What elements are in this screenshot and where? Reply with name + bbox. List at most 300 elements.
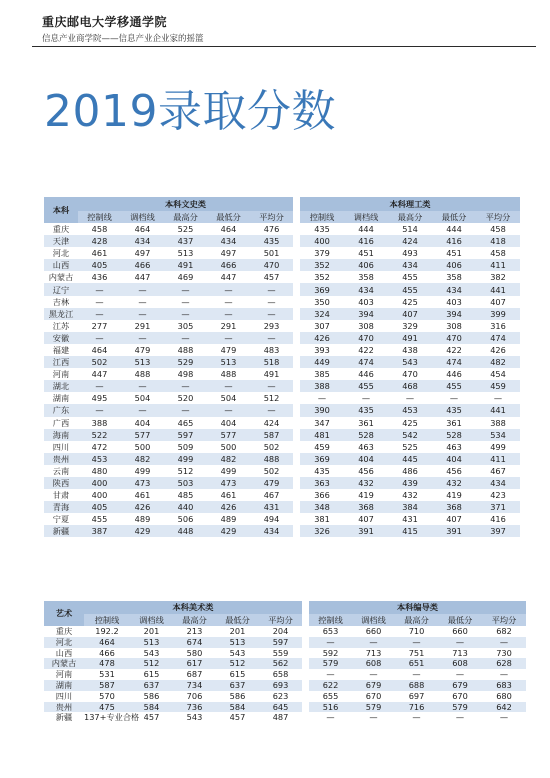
- score-cell: 504: [134, 393, 151, 404]
- score-cell: 499: [220, 465, 237, 476]
- score-cell: 461: [134, 490, 151, 501]
- score-cell: 444: [446, 224, 462, 235]
- score-cell: 670: [365, 690, 382, 701]
- score-cell: 658: [272, 669, 289, 680]
- score-cell: 453: [78, 453, 121, 465]
- column-header: 控制线: [78, 211, 121, 223]
- score-cell: 435: [250, 235, 293, 247]
- score-cell: —: [78, 283, 121, 295]
- score-cell: 710: [408, 626, 425, 636]
- table-row: [44, 247, 520, 259]
- score-cell: 476: [263, 224, 280, 235]
- table-row: [44, 308, 520, 320]
- group-gap: [293, 271, 300, 283]
- score-cell: —: [326, 669, 335, 680]
- score-cell: 502: [78, 356, 121, 368]
- score-cell: 407: [446, 514, 462, 525]
- group-gap: [293, 501, 300, 513]
- table-row: [44, 669, 526, 680]
- score-cell: 623: [272, 690, 289, 701]
- score-cell: 491: [164, 259, 207, 271]
- score-cell: —: [121, 308, 164, 320]
- score-cell: 543: [229, 647, 246, 658]
- score-cell: —: [449, 393, 459, 404]
- table-row: [44, 271, 520, 283]
- score-cell: —: [369, 712, 378, 723]
- score-cell: 405: [78, 259, 121, 271]
- table-row: [44, 680, 526, 691]
- score-cell: 642: [482, 702, 526, 713]
- score-cell: 500: [134, 441, 151, 452]
- score-cell: 499: [490, 441, 506, 452]
- province-cell: 广东: [44, 404, 78, 416]
- score-cell: —: [395, 637, 438, 648]
- score-cell: 693: [259, 680, 302, 691]
- score-cell: 479: [250, 477, 293, 489]
- score-cell: 201: [143, 626, 160, 636]
- score-cell: 416: [432, 235, 476, 247]
- province-cell: 江西: [44, 356, 78, 368]
- group-gap: [293, 247, 300, 259]
- score-cell: 435: [314, 465, 330, 476]
- score-cell: 455: [91, 514, 108, 525]
- score-cell: 579: [438, 702, 482, 713]
- score-cell: 488: [250, 453, 293, 465]
- score-cell: 347: [314, 417, 330, 428]
- score-cell: 470: [250, 259, 293, 271]
- score-cell: —: [438, 637, 482, 648]
- group-gap: [293, 453, 300, 465]
- score-cell: 470: [402, 369, 418, 380]
- table-row: [44, 320, 520, 332]
- score-cell: 434: [121, 235, 164, 247]
- score-cell: 488: [220, 369, 237, 380]
- score-cell: 474: [432, 356, 476, 368]
- score-cell: 432: [402, 490, 418, 501]
- score-cell: 543: [388, 356, 432, 368]
- province-cell: 宁夏: [52, 514, 70, 525]
- score-cell: 584: [216, 702, 259, 713]
- table-row: [44, 380, 520, 392]
- score-cell: 213: [186, 626, 203, 636]
- score-cell: 528: [432, 429, 476, 441]
- score-cell: 192.2: [95, 626, 119, 636]
- score-cell: 204: [272, 626, 289, 636]
- score-cell: 326: [300, 525, 344, 537]
- score-cell: 388: [300, 380, 344, 392]
- table-row: [44, 626, 526, 637]
- score-cell: 382: [490, 272, 506, 283]
- province-cell: 河南: [52, 369, 70, 380]
- score-cell: 438: [402, 344, 418, 355]
- score-cell: 393: [314, 344, 330, 355]
- table-row: [44, 417, 520, 429]
- score-cell: 448: [164, 525, 207, 537]
- score-cell: 446: [358, 369, 374, 380]
- score-cell: 422: [358, 344, 374, 355]
- score-cell: 291: [220, 320, 237, 331]
- group-gap: [293, 429, 300, 441]
- score-cell: 449: [300, 356, 344, 368]
- score-cell: 329: [402, 320, 418, 331]
- score-cell: 470: [432, 332, 476, 344]
- column-header: 控制线: [309, 614, 352, 626]
- column-header: 最低分: [207, 211, 250, 223]
- table-row: [44, 525, 520, 537]
- score-cell: —: [164, 283, 207, 295]
- province-cell: 河南: [55, 669, 73, 680]
- score-cell: 579: [309, 658, 352, 669]
- group-gap: [293, 465, 300, 477]
- score-cell: —: [482, 637, 526, 648]
- column-header: 最高分: [388, 211, 432, 223]
- score-cell: —: [78, 380, 121, 392]
- group-gap: [293, 417, 300, 429]
- score-cell: 645: [259, 702, 302, 713]
- score-cell: 637: [216, 680, 259, 691]
- score-cell: 459: [314, 441, 330, 452]
- province-cell: 湖南: [44, 680, 84, 691]
- score-cell: 514: [402, 224, 418, 235]
- province-cell: 河北: [44, 637, 84, 648]
- score-cell: 308: [358, 320, 374, 331]
- score-cell: 562: [259, 658, 302, 669]
- column-header: 调档线: [130, 614, 173, 626]
- score-cell: —: [78, 332, 121, 344]
- table-row: [44, 712, 526, 723]
- table-corner-label: 艺术: [44, 601, 84, 626]
- table-row: [44, 501, 520, 513]
- province-cell: 吉林: [52, 296, 70, 307]
- score-cell: 429: [207, 525, 250, 537]
- province-cell: 海南: [44, 429, 78, 441]
- group-gap: [293, 368, 300, 380]
- group-header-fine-arts: 本科美术类: [84, 601, 302, 614]
- score-cell: 431: [250, 501, 293, 513]
- score-cell: 509: [177, 441, 194, 452]
- score-cell: —: [121, 404, 164, 416]
- score-cell: 431: [402, 514, 418, 525]
- score-cell: 358: [446, 272, 462, 283]
- group-gap: [293, 296, 300, 308]
- score-cell: 137+专业合格: [84, 712, 140, 723]
- arts-score-table: [44, 601, 526, 723]
- score-cell: 366: [314, 490, 330, 501]
- score-cell: 400: [78, 477, 121, 489]
- score-cell: 482: [476, 356, 520, 368]
- score-cell: 388: [490, 417, 506, 428]
- score-cell: 682: [496, 626, 512, 636]
- score-cell: 512: [216, 658, 259, 669]
- table-row: [44, 296, 520, 308]
- score-cell: 679: [438, 680, 482, 691]
- province-cell: 天津: [44, 235, 78, 247]
- score-cell: 584: [130, 702, 173, 713]
- score-cell: 518: [250, 356, 293, 368]
- score-cell: 404: [432, 453, 476, 465]
- score-cell: 419: [446, 490, 462, 501]
- score-cell: 688: [395, 680, 438, 691]
- score-cell: 466: [99, 647, 115, 658]
- score-cell: 441: [476, 283, 520, 295]
- table-row: [44, 702, 526, 713]
- score-cell: 308: [446, 320, 462, 331]
- score-cell: 447: [134, 272, 151, 283]
- column-header: 控制线: [300, 211, 344, 223]
- score-cell: 406: [432, 259, 476, 271]
- score-cell: 416: [490, 514, 506, 525]
- score-cell: —: [250, 283, 293, 295]
- province-cell: 新疆: [44, 525, 78, 537]
- province-cell: 重庆: [52, 224, 70, 235]
- score-cell: 456: [446, 465, 462, 476]
- score-cell: 687: [186, 669, 203, 680]
- score-cell: —: [250, 404, 293, 416]
- province-cell: 内蒙古: [48, 272, 74, 283]
- score-cell: 440: [164, 501, 207, 513]
- score-cell: 506: [177, 514, 194, 525]
- score-cell: 463: [358, 441, 374, 452]
- group-gap: [302, 680, 309, 691]
- province-cell: 山西: [44, 259, 78, 271]
- score-cell: 597: [164, 429, 207, 441]
- score-cell: 577: [121, 429, 164, 441]
- group-gap: [293, 283, 300, 295]
- score-cell: 481: [300, 429, 344, 441]
- score-cell: 437: [164, 235, 207, 247]
- score-cell: 520: [177, 393, 194, 404]
- province-cell: 湖南: [52, 393, 70, 404]
- score-cell: —: [207, 308, 250, 320]
- score-cell: 736: [173, 702, 216, 713]
- score-cell: —: [78, 308, 121, 320]
- group-gap: [293, 197, 300, 223]
- province-cell: 贵州: [44, 702, 84, 713]
- score-cell: 637: [130, 680, 173, 691]
- group-gap: [293, 235, 300, 247]
- score-cell: —: [499, 669, 509, 680]
- score-cell: 482: [121, 453, 164, 465]
- score-cell: —: [405, 393, 415, 404]
- score-cell: 418: [476, 235, 520, 247]
- score-cell: 512: [177, 465, 194, 476]
- score-cell: 457: [263, 272, 280, 283]
- score-cell: 436: [91, 272, 108, 283]
- score-cell: 660: [365, 626, 382, 636]
- score-cell: 435: [314, 224, 330, 235]
- score-cell: 293: [263, 320, 280, 331]
- score-cell: 429: [121, 525, 164, 537]
- score-cell: 467: [490, 465, 506, 476]
- score-cell: —: [250, 308, 293, 320]
- score-cell: 466: [207, 259, 250, 271]
- score-cell: 415: [388, 525, 432, 537]
- score-cell: 487: [272, 712, 289, 723]
- score-cell: 579: [352, 702, 395, 713]
- score-cell: 615: [143, 669, 160, 680]
- brand-name: 重庆邮电大学移通学院: [42, 15, 168, 29]
- table-row: [44, 465, 520, 477]
- score-cell: 651: [395, 658, 438, 669]
- score-cell: 592: [322, 647, 339, 658]
- score-cell: —: [121, 380, 164, 392]
- province-cell: 湖北: [44, 380, 78, 392]
- group-gap: [293, 344, 300, 356]
- score-cell: 434: [388, 259, 432, 271]
- score-cell: 363: [300, 477, 344, 489]
- table-row: [44, 404, 520, 416]
- score-cell: 426: [121, 501, 164, 513]
- group-gap: [293, 404, 300, 416]
- score-cell: 529: [164, 356, 207, 368]
- score-cell: 512: [130, 658, 173, 669]
- score-cell: 461: [220, 490, 237, 501]
- group-gap: [293, 380, 300, 392]
- score-cell: 464: [134, 224, 151, 235]
- score-cell: 468: [388, 380, 432, 392]
- score-cell: 653: [322, 626, 339, 636]
- score-cell: —: [207, 380, 250, 392]
- column-header: 最高分: [173, 614, 216, 626]
- province-cell: 河北: [52, 248, 70, 259]
- score-cell: 459: [476, 380, 520, 392]
- score-cell: 498: [177, 369, 194, 380]
- score-cell: —: [164, 308, 207, 320]
- score-cell: 488: [134, 369, 151, 380]
- score-cell: 464: [91, 344, 108, 355]
- score-cell: 434: [344, 283, 388, 295]
- table-row: [44, 441, 520, 453]
- score-cell: 368: [432, 501, 476, 513]
- score-cell: 447: [91, 369, 108, 380]
- score-cell: 434: [476, 477, 520, 489]
- score-cell: 385: [314, 369, 330, 380]
- score-cell: —: [224, 296, 233, 307]
- group-gap: [302, 626, 309, 637]
- score-cell: 597: [259, 637, 302, 648]
- score-cell: 316: [490, 320, 506, 331]
- group-gap: [293, 223, 300, 235]
- score-cell: 655: [322, 690, 339, 701]
- score-cell: 499: [134, 465, 151, 476]
- province-cell: 四川: [52, 441, 70, 452]
- score-cell: 586: [229, 690, 246, 701]
- score-cell: —: [317, 393, 327, 404]
- score-cell: 534: [476, 429, 520, 441]
- score-cell: 528: [344, 429, 388, 441]
- score-cell: 670: [452, 690, 468, 701]
- score-cell: 469: [177, 272, 194, 283]
- score-cell: 352: [314, 272, 330, 283]
- score-cell: 434: [250, 525, 293, 537]
- score-cell: —: [164, 404, 207, 416]
- group-gap: [293, 320, 300, 332]
- group-gap: [293, 332, 300, 344]
- score-cell: 434: [432, 283, 476, 295]
- score-cell: 424: [263, 417, 280, 428]
- score-cell: 464: [220, 224, 237, 235]
- score-cell: —: [455, 669, 465, 680]
- score-cell: 411: [476, 453, 520, 465]
- score-cell: 706: [186, 690, 203, 701]
- table-row: [44, 235, 520, 247]
- score-cell: 456: [358, 465, 374, 476]
- score-cell: 277: [91, 320, 108, 331]
- score-cell: 734: [173, 680, 216, 691]
- score-cell: 416: [344, 235, 388, 247]
- score-cell: 390: [300, 404, 344, 416]
- score-cell: —: [326, 712, 335, 723]
- score-cell: 493: [402, 248, 418, 259]
- score-cell: 369: [300, 283, 344, 295]
- score-cell: 513: [207, 356, 250, 368]
- group-gap: [302, 601, 309, 626]
- score-cell: —: [95, 296, 104, 307]
- province-cell: 重庆: [55, 626, 73, 636]
- score-cell: 352: [300, 259, 344, 271]
- province-cell: 福建: [52, 344, 70, 355]
- score-cell: —: [250, 380, 293, 392]
- score-cell: 461: [91, 248, 108, 259]
- score-cell: 435: [344, 404, 388, 416]
- province-cell: 黑龙江: [44, 308, 78, 320]
- score-cell: 679: [352, 680, 395, 691]
- province-cell: 四川: [55, 690, 73, 701]
- score-cell: 559: [272, 647, 289, 658]
- score-cell: 512: [263, 393, 280, 404]
- score-cell: 400: [91, 490, 108, 501]
- score-cell: 426: [490, 344, 506, 355]
- score-cell: 479: [134, 344, 151, 355]
- score-cell: 474: [476, 332, 520, 344]
- score-cell: 622: [309, 680, 352, 691]
- group-gap: [302, 658, 309, 669]
- undergrad-score-table: [44, 197, 520, 537]
- score-cell: 361: [446, 417, 462, 428]
- score-cell: 513: [216, 637, 259, 648]
- score-cell: —: [412, 712, 421, 723]
- table-row: [44, 648, 526, 659]
- score-cell: 499: [164, 453, 207, 465]
- score-cell: 543: [143, 647, 160, 658]
- table-row: [44, 637, 526, 648]
- score-cell: 570: [99, 690, 115, 701]
- score-cell: —: [164, 380, 207, 392]
- province-cell: 山西: [55, 647, 73, 658]
- score-cell: 428: [78, 235, 121, 247]
- score-cell: 453: [388, 404, 432, 416]
- score-cell: 391: [432, 525, 476, 537]
- score-cell: 486: [402, 465, 418, 476]
- score-cell: 504: [220, 393, 237, 404]
- score-cell: 495: [91, 393, 108, 404]
- score-cell: 466: [121, 259, 164, 271]
- column-header: 调档线: [121, 211, 164, 223]
- score-cell: 425: [402, 417, 418, 428]
- header-divider: [32, 46, 536, 47]
- score-cell: 451: [358, 248, 374, 259]
- table-row: [44, 658, 526, 669]
- score-cell: 531: [99, 669, 115, 680]
- score-cell: 674: [173, 637, 216, 648]
- score-cell: 713: [365, 647, 382, 658]
- score-cell: 424: [388, 235, 432, 247]
- score-cell: 543: [186, 712, 203, 723]
- score-cell: 683: [482, 680, 526, 691]
- score-cell: —: [78, 404, 121, 416]
- score-cell: 491: [263, 369, 280, 380]
- score-cell: 494: [263, 514, 280, 525]
